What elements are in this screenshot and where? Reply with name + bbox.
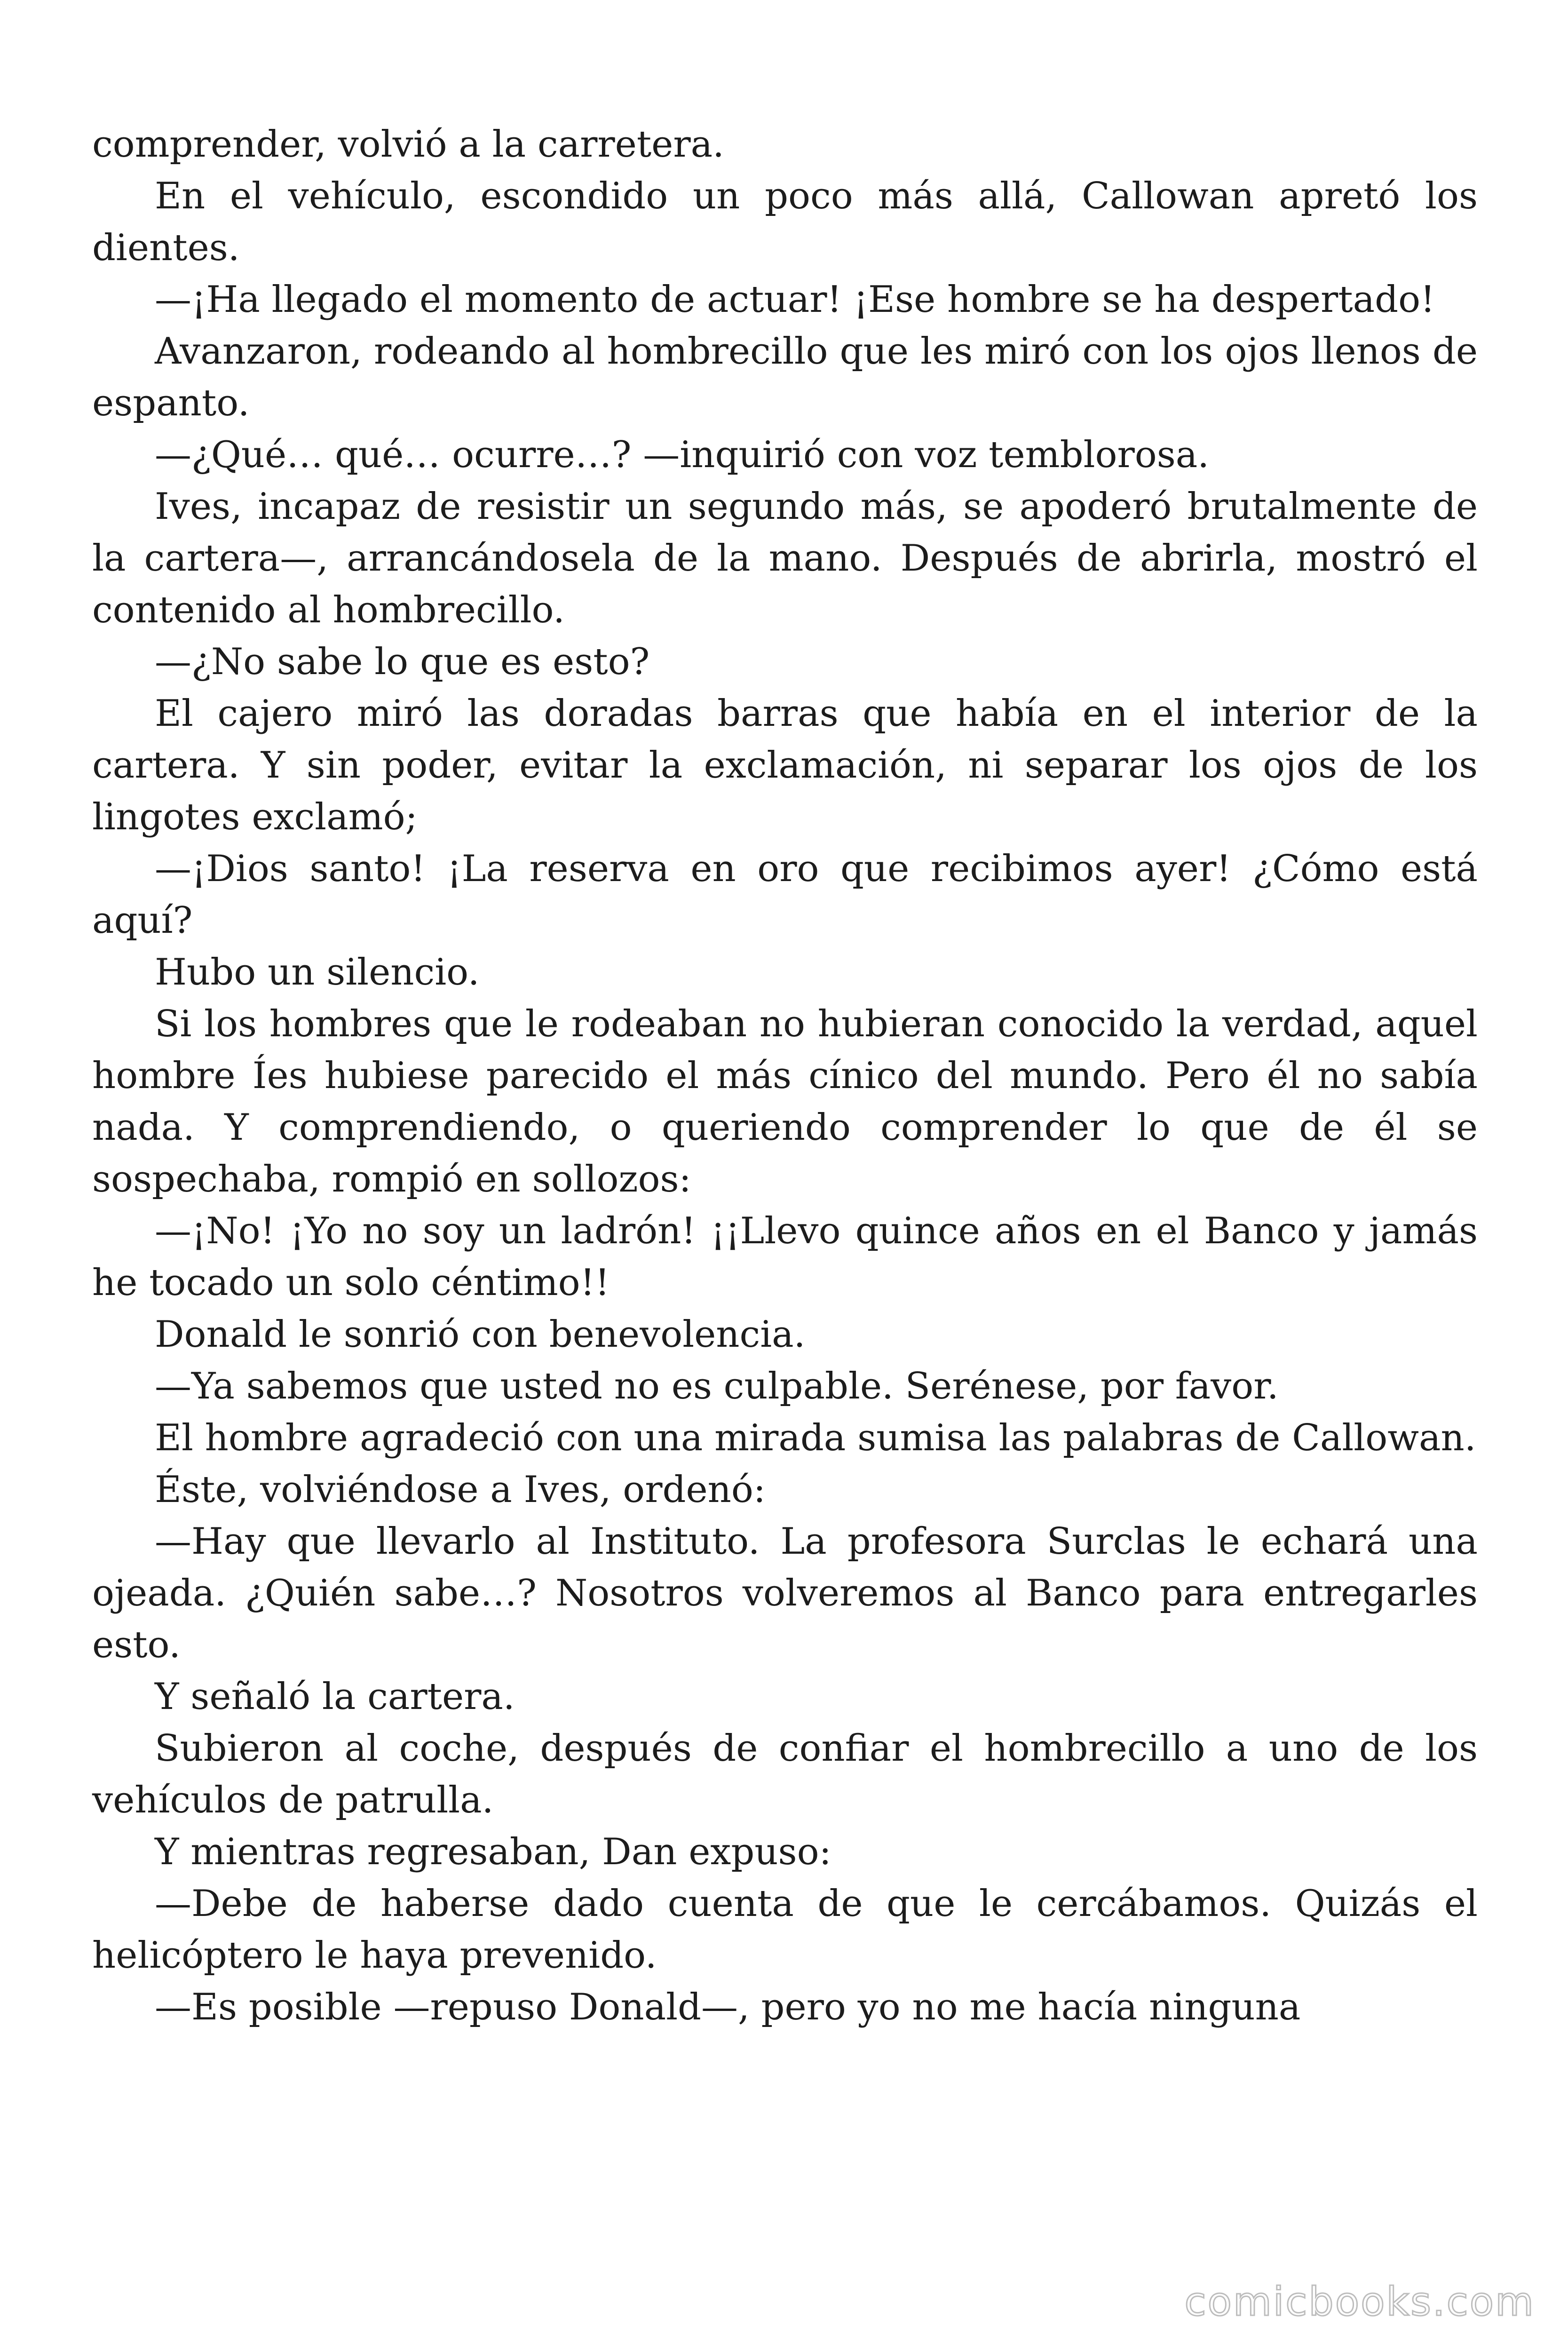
paragraph: —¡Dios santo! ¡La reserva en oro que recibimos ayer! ¿Cómo está aquí? — [92, 848, 1478, 942]
paragraph: —Es posible —repuso Donald—, pero yo no me hacía ninguna — [155, 1986, 1301, 2028]
paragraph: Ives, incapaz de resistir un segundo más, se apoderó brutalmente de la cartera—, arrancándosela de la mano. Después de abrirla, mostró el contenido al hombrecillo. — [92, 485, 1478, 631]
paragraph: —Ya sabemos que usted no es culpable. Serénese, por favor. — [155, 1365, 1279, 1407]
paragraph: Hubo un silencio. — [155, 951, 480, 993]
paragraph: comprender, volvió a la carretera. — [92, 123, 724, 166]
paragraph: Si los hombres que le rodeaban no hubieran conocido la verdad, aquel hombre Íes hubiese parecido el más cínico del mundo. Pero él no sabía nada. Y comprendiendo, o queriendo comprender lo que de él se sospechaba, rompió en sollozos: — [92, 1003, 1478, 1200]
paragraph: Subieron al coche, después de confiar el hombrecillo a uno de los vehículos de patrulla. — [92, 1727, 1478, 1821]
paragraph: —¡Ha llegado el momento de actuar! ¡Ese hombre se ha despertado! — [155, 278, 1435, 321]
watermark: comicbooks.com — [1184, 2279, 1535, 2325]
paragraph: El cajero miró las doradas barras que había en el interior de la cartera. Y sin poder, evitar la exclamación, ni separar los ojos de los lingotes exclamó; — [92, 692, 1478, 838]
paragraph: —¿No sabe lo que es esto? — [155, 641, 650, 683]
paragraph: —¿Qué… qué… ocurre…? —inquirió con voz temblorosa. — [155, 434, 1210, 476]
paragraph: Avanzaron, rodeando al hombrecillo que les miró con los ojos llenos de espanto. — [92, 330, 1478, 424]
paragraph: Y mientras regresaban, Dan expuso: — [155, 1831, 832, 1873]
paragraph: En el vehículo, escondido un poco más allá, Callowan apretó los dientes. — [92, 175, 1478, 269]
paragraph: —Hay que llevarlo al Instituto. La profesora Surclas le echará una ojeada. ¿Quién sabe…? Nosotros volveremos al Banco para entregarles esto. — [92, 1520, 1478, 1666]
paragraph: Y señaló la cartera. — [155, 1676, 515, 1718]
paragraph: Donald le sonrió con benevolencia. — [155, 1313, 806, 1356]
paragraph: —¡No! ¡Yo no soy un ladrón! ¡¡Llevo quince años en el Banco y jamás he tocado un solo céntimo!! — [92, 1210, 1478, 1304]
paragraph: —Debe de haberse dado cuenta de que le cercábamos. Quizás el helicóptero le haya prevenido. — [92, 1883, 1478, 1977]
book-page-text — [92, 119, 1478, 2033]
paragraph: El hombre agradeció con una mirada sumisa las palabras de Callowan. — [155, 1417, 1476, 1459]
paragraph: Éste, volviéndose a Ives, ordenó: — [155, 1469, 766, 1511]
